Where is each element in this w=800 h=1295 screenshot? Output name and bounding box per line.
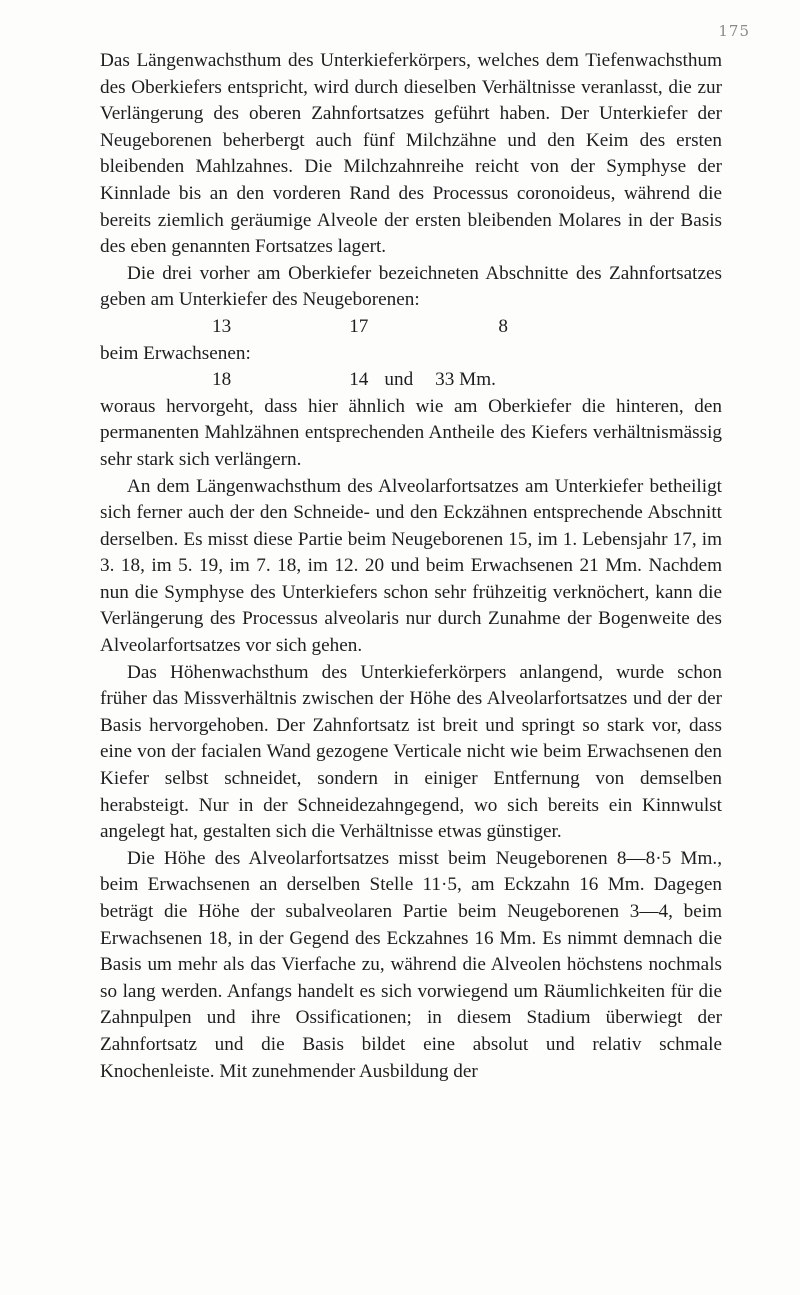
body-text	[100, 48, 722, 1085]
value-newborn-front: 13	[212, 315, 232, 337]
page-number: 175	[718, 22, 750, 40]
value-newborn-middle: 17	[349, 315, 369, 337]
paragraph-3: woraus hervorgeht, dass hier ähnlich wie am Oberkiefer die hinteren, den permanenten Mahlzähnen entsprechenden Antheile des Kiefers verhältnismässig sehr stark sich verlängern.	[100, 395, 722, 470]
label-adult: beim Erwachsenen:	[100, 342, 251, 364]
paragraph-4: An dem Längenwachsthum des Alveolarfortsatzes am Unterkiefer betheiligt sich ferner auch der den Schneide- und den Eckzähnen entsprechende Abschnitt derselben. Es misst diese Partie beim Neugeborenen 15, im 1. Lebensjahr 17, im 3. 18, im 5. 19, im 7. 18, im 12. 20 und beim Erwachsenen 21 Mm. Nachdem nun die Symphyse des Unterkiefers schon sehr frühzeitig verknöchert, kann die Verlängerung des Processus alveolaris nur durch Zunahme der Bogenweite des Alveolarfortsatzes vor sich gehen.	[100, 475, 722, 657]
measurement-row-adult	[100, 367, 722, 394]
paragraph-6: Die Höhe des Alveolarfortsatzes misst beim Neugeborenen 8—8·5 Mm., beim Erwachsenen an derselben Stelle 11·5, am Eckzahn 16 Mm. Dagegen beträgt die Höhe der subalveolaren Partie beim Neugeborenen 3—4, beim Erwachsenen 18, in der Gegend des Eckzahnes 16 Mm. Es nimmt demnach die Basis um mehr als das Vierfache zu, während die Alveolen höchstens nochmals so lang werden. Anfangs handelt es sich vorwiegend um Räumlichkeiten für die Zahnpulpen und ihre Ossificationen; in diesem Stadium überwiegt der Zahnfortsatz und die Basis bildet eine absolut und relativ schmale Knochenleiste. Mit zunehmender Ausbildung der	[100, 847, 722, 1082]
word-und: und	[384, 369, 414, 391]
paragraph-1: Das Längenwachsthum des Unterkieferkörpers, welches dem Tiefenwachsthum des Oberkiefers entspricht, wird durch dieselben Verhältnisse veranlasst, die zur Verlängerung des oberen Zahnfortsatzes geführt haben. Der Unterkiefer der Neugeborenen beherbergt auch fünf Milchzähne und den Keim des ersten bleibenden Mahlzahnes. Die Milchzahnreihe reicht von der Symphyse der Kinnlade bis an den vorderen Rand des Processus coronoideus, während die bereits ziemlich geräumige Alveole der ersten bleibenden Molares in der Basis des eben genannten Fortsatzes lagert.	[100, 50, 722, 258]
measurement-row-newborn	[100, 314, 722, 341]
value-adult-front: 18	[212, 369, 232, 391]
paragraph-5: Das Höhenwachsthum des Unterkieferkörpers anlangend, wurde schon früher das Missverhältnis zwischen der Höhe des Alveolarfortsatzes und der der Basis hervorgehoben. Der Zahnfortsatz ist breit und springt so stark vor, dass eine von der facialen Wand gezogene Verticale nicht wie beim Erwachsenen den Kiefer selbst schneidet, sondern in einiger Entfernung von demselben herabsteigt. Nur in der Schneidezahngegend, wo sich bereits ein Kinnwulst angelegt hat, gestalten sich die Verhältnisse etwas günstiger.	[100, 661, 722, 843]
value-adult-middle: 14	[349, 369, 369, 391]
value-adult-back: 33 Mm.	[435, 369, 496, 391]
value-newborn-back: 8	[498, 315, 508, 337]
paragraph-2: Die drei vorher am Oberkiefer bezeichneten Abschnitte des Zahnfortsatzes geben am Unterkiefer des Neugeborenen:	[100, 262, 722, 311]
